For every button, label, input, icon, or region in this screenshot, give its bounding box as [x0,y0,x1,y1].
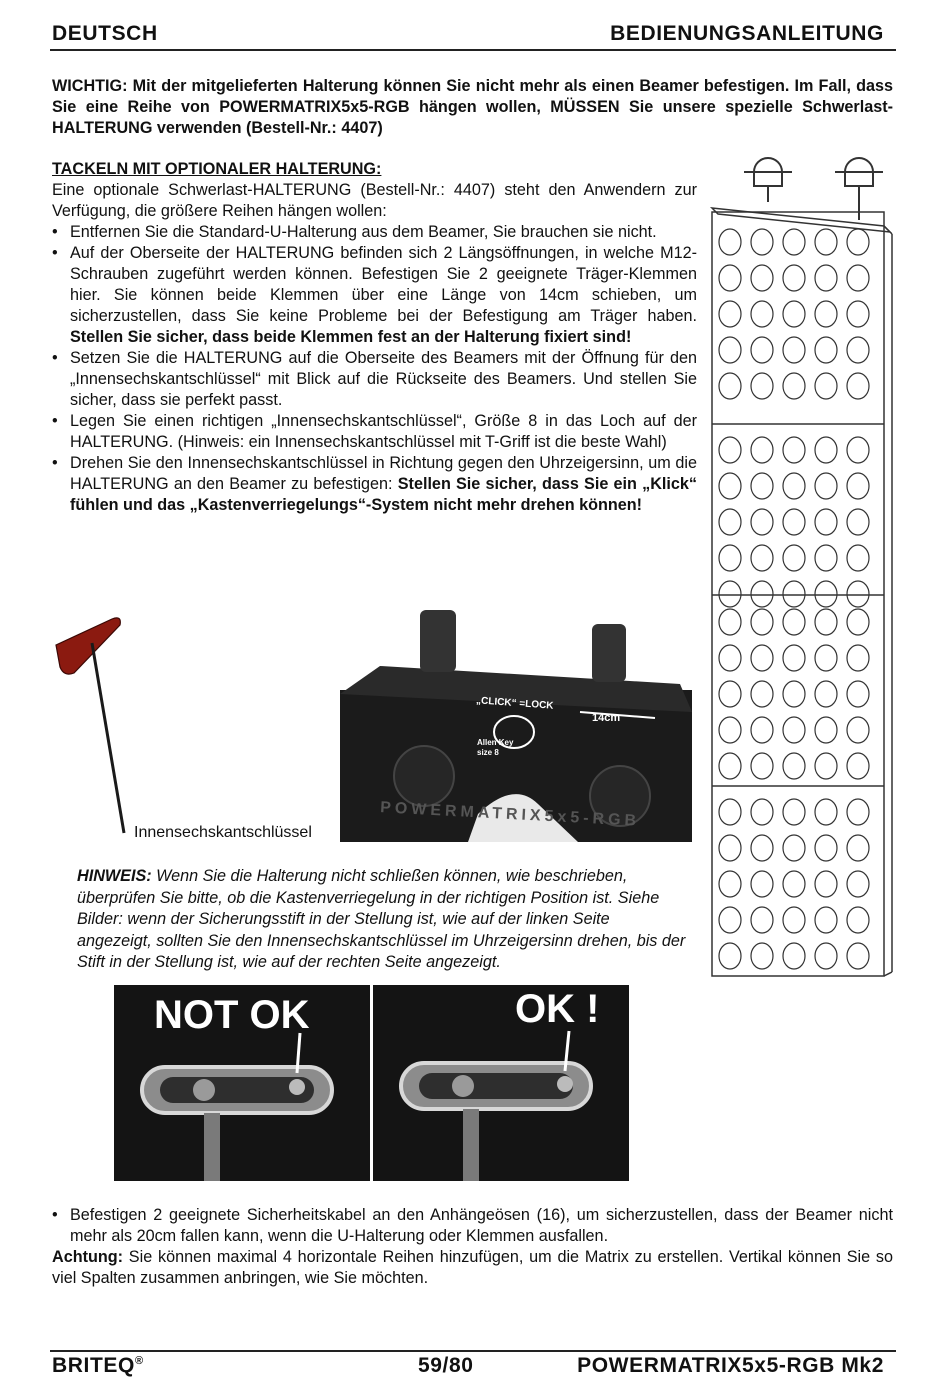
lens [847,681,869,707]
lens [815,799,837,825]
section-rigging [52,159,697,516]
lens [847,609,869,635]
lens [783,645,805,671]
lens [783,799,805,825]
lens [783,753,805,779]
section-title: TACKELN MIT OPTIONALER HALTERUNG: [52,160,382,178]
lens [847,473,869,499]
lens [719,753,741,779]
lens [815,681,837,707]
bullet-item: • Entfernen Sie die Standard-U-Halterung aus dem Beamer, Sie brauchen sie nicht. [52,222,697,243]
lens [751,717,773,743]
lens [815,265,837,291]
lens [847,265,869,291]
lens [783,301,805,327]
not-ok-label: NOT OK [154,993,310,1037]
lens [815,509,837,535]
lens [815,229,837,255]
lens [847,437,869,463]
lens [751,681,773,707]
lens [719,337,741,363]
lens [719,545,741,571]
lens [847,717,869,743]
lens [783,835,805,861]
header-language: DEUTSCH [52,22,158,45]
intro-notice: WICHTIG: Mit der mitgelieferten Halterung können Sie nicht mehr als einen Beamer befestigen. Im Fall, dass Sie eine Reihe von POWERMATRIX5x5-RGB hängen wollen, MÜSSEN Sie unsere spezielle Schwerlast-HALTERUNG verwenden (Bestell-Nr.: 4407) [52,77,893,137]
allen-key-illustration [52,615,147,840]
safety-bullets [52,1205,893,1247]
allen-key-handle [56,618,120,674]
lens [847,943,869,969]
lens [847,907,869,933]
lens [751,581,773,607]
lens [751,753,773,779]
lens [815,907,837,933]
lens [783,907,805,933]
ok-photo [373,985,629,1181]
bullet-item: • Setzen Sie die HALTERUNG auf die Oberseite des Beamers mit der Öffnung für den „Innensechskantschlüssel“ mit Blick auf die Rückseite des Beamers. Und stellen Sie sicher, dass sie perfekt passt. [52,348,697,411]
lens [815,753,837,779]
allen-key-caption: Innensechskantschlüssel [134,824,312,841]
lens [719,509,741,535]
lens [783,473,805,499]
lens [783,545,805,571]
header-title: BEDIENUNGSANLEITUNG [610,22,884,45]
footer-model: POWERMATRIX5x5-RGB Mk2 [577,1354,884,1377]
lens [719,681,741,707]
lens [815,581,837,607]
lens [751,871,773,897]
lens [847,373,869,399]
lens [719,437,741,463]
lens [847,337,869,363]
lens [751,229,773,255]
page-number: 59/80 [418,1354,474,1377]
lens [847,509,869,535]
lens [815,473,837,499]
allen-key-label: Allen Key size 8 [477,738,514,757]
lens [719,645,741,671]
lens [719,373,741,399]
lens [783,681,805,707]
lens [815,835,837,861]
lens [815,545,837,571]
bullet-item: • Drehen Sie den Innensechskantschlüssel in Richtung gegen den Uhrzeigersinn, um die HALTERUNG an den Beamer zu befestigen: Stellen Sie sicher, dass Sie ein „Klick“ fühlen und das „Kastenverriegelungs“-System nicht mehr drehen können! [52,453,697,516]
lens [719,473,741,499]
lens [751,337,773,363]
footer-brand: BRITEQ® [52,1354,144,1377]
lens [847,799,869,825]
lens [847,301,869,327]
lens [815,301,837,327]
lens [719,301,741,327]
lens [815,943,837,969]
lens [783,581,805,607]
hinweis-note: HINWEIS: Wenn Sie die Halterung nicht schließen können, wie beschrieben, überprüfen Sie bitte, ob die Kastenverriegelung in der richtigen Position ist. Siehe Bilder: wenn der Sicherungsstift in der Stellung ist, wie auf der linken Seite angezeigt, sollten Sie den Innensechskantschlüssel im Uhrzeigersinn drehen, bis der Stift in der Stellung ist, wie auf der rechten Seite angezeigt. [77,867,686,971]
lens [751,645,773,671]
lens [783,717,805,743]
lens [815,871,837,897]
header-rule [50,49,896,51]
lens [751,907,773,933]
lens [719,835,741,861]
section-bullets [52,222,697,516]
lens [783,229,805,255]
lens [719,229,741,255]
ok-label: OK ! [515,987,600,1031]
lens [815,373,837,399]
lens [751,609,773,635]
brand-print: POWERMATRIX5x5-RGB [379,799,641,830]
lens [719,871,741,897]
lens [815,337,837,363]
lens [847,229,869,255]
lens [719,943,741,969]
lens [815,437,837,463]
lens [719,799,741,825]
lens [847,753,869,779]
lens [783,943,805,969]
lens [847,545,869,571]
lens [847,835,869,861]
lens [751,943,773,969]
lens [719,609,741,635]
safety-bullet: • Befestigen 2 geeignete Sicherheitskabel an den Anhängeösen (16), um sicherzustellen, dass der Beamer nicht mehr als 20cm fallen kann, wenn die U-Halterung oder Klemmen ausfallen. [52,1205,893,1247]
lens [719,581,741,607]
lens [751,437,773,463]
lens [783,437,805,463]
bracket-photo [340,600,692,842]
lens [751,545,773,571]
matrix-stack-illustration [708,150,896,978]
lens [751,835,773,861]
lens [847,645,869,671]
lens [783,337,805,363]
lens [815,645,837,671]
lens [751,301,773,327]
lens [719,907,741,933]
allen-key-shaft [92,643,124,833]
lens [751,799,773,825]
bottom-notes [52,1205,893,1289]
lens [751,373,773,399]
lens [783,509,805,535]
lens [815,717,837,743]
lens [719,265,741,291]
lens [751,265,773,291]
lens [783,609,805,635]
lens [783,373,805,399]
click-lock-label: „CLICK“ =LOCK [475,695,554,712]
lens [815,609,837,635]
lens [751,509,773,535]
lens [751,473,773,499]
bullet-item: • Auf der Oberseite der HALTERUNG befinden sich 2 Längsöffnungen, in welche M12-Schrauben zugeführt werden können. Befestigen Sie 2 geeignete Träger-Klemmen hier. Sie können beide Klemmen über eine Länge von 14cm schieben, um sicherzustellen, dass Sie keine Probleme bei der Befestigung am Träger haben. Stellen Sie sicher, dass beide Klemmen fest an der Halterung fixiert sind! [52,243,697,348]
not-ok-photo [114,985,370,1181]
section-intro: Eine optionale Schwerlast-HALTERUNG (Bestell-Nr.: 4407) steht den Anwendern zur Verfügung, die größere Reihen hängen wollen: [52,181,697,220]
achtung-note: Achtung: Sie können maximal 4 horizontale Reihen hinzufügen, um die Matrix zu erstellen. Vertikal können Sie so viel Spalten zusammen anbringen, wie Sie möchten. [52,1248,893,1287]
lens [783,265,805,291]
lens [847,581,869,607]
lens [847,871,869,897]
distance-label: 14cm [592,712,621,724]
lens [719,717,741,743]
footer-rule [50,1350,896,1352]
bullet-item: • Legen Sie einen richtigen „Innensechskantschlüssel“, Größe 8 in das Loch auf der HALTERUNG. (Hinweis: ein Innensechskantschlüssel mit T-Griff ist die beste Wahl) [52,411,697,453]
lens [783,871,805,897]
